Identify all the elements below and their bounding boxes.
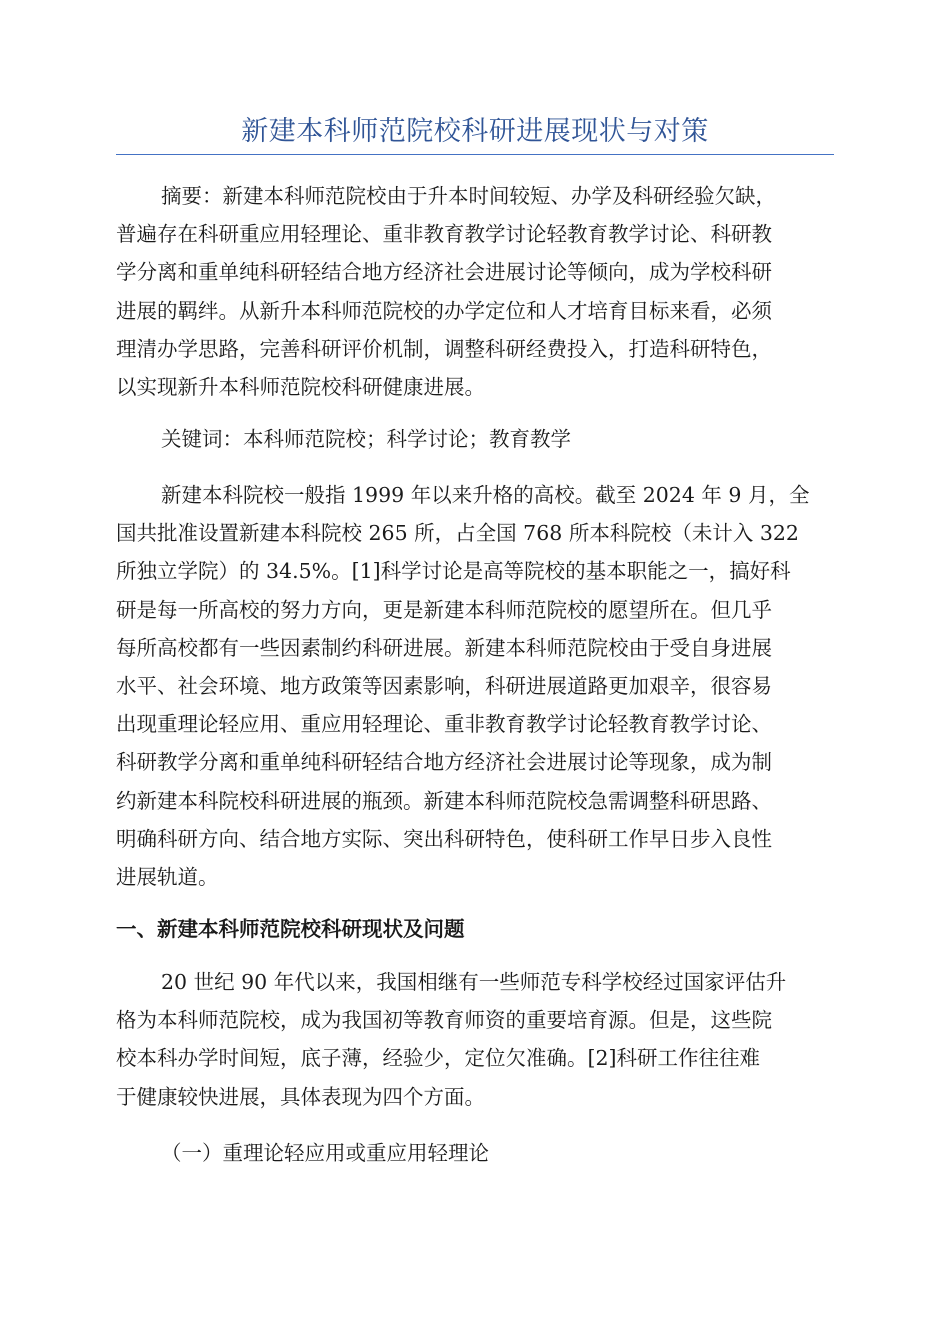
section1-line: 于健康较快进展，具体表现为四个方面。: [116, 1084, 485, 1109]
intro-line: 研是每一所高校的努力方向，更是新建本科师范院校的愿望所在。但几乎: [116, 597, 772, 622]
title-underline: [116, 154, 834, 155]
abstract-line: 摘要：新建本科师范院校由于升本时间较短、办学及科研经验欠缺，: [161, 184, 776, 208]
section1-line: 20 世纪 90 年代以来，我国相继有一些师范专科学校经过国家评估升: [161, 970, 787, 994]
intro-line: 水平、社会环境、地方政策等因素影响，科研进展道路更加艰辛，很容易: [116, 674, 772, 699]
section1-line: 格为本科师范院校，成为我国初等教育师资的重要培育源。但是，这些院: [116, 1008, 772, 1033]
abstract-line: 学分离和重单纯科研轻结合地方经济社会进展讨论等倾向，成为学校科研: [116, 260, 772, 285]
intro-line: 出现重理论轻应用、重应用轻理论、重非教育教学讨论轻教育教学讨论、: [116, 712, 772, 737]
abstract-line: 理清办学思路，完善科研评价机制，调整科研经费投入，打造科研特色，: [116, 336, 772, 361]
section1-paragraph: [116, 963, 834, 1116]
subsection-heading: （一）重理论轻应用或重应用轻理论: [161, 1141, 489, 1165]
abstract-line: 普遍存在科研重应用轻理论、重非教育教学讨论轻教育教学讨论、科研教: [116, 222, 772, 247]
intro-line: 进展轨道。: [116, 865, 219, 890]
keywords-line: 关键词：本科师范院校；科学讨论；教育教学: [161, 427, 571, 451]
document-title: 新建本科师范院校科研进展现状与对策: [241, 116, 709, 147]
intro-line: 新建本科院校一般指 1999 年以来升格的高校。截至 2024 年 9 月，全: [161, 483, 810, 507]
section1-line: 校本科办学时间短，底子薄，经验少，定位欠准确。[2]科研工作往往难: [116, 1046, 761, 1071]
intro-line: 科研教学分离和重单纯科研轻结合地方经济社会进展讨论等现象，成为制: [116, 750, 772, 775]
intro-line: 所独立学院）的 34.5%。[1]科学讨论是高等院校的基本职能之一，搞好科: [116, 559, 791, 584]
intro-line: 约新建本科院校科研进展的瓶颈。新建本科师范院校急需调整科研思路、: [116, 788, 772, 813]
intro-line: 国共批准设置新建本科院校 265 所，占全国 768 所本科院校（未计入 322: [116, 521, 799, 546]
keywords-paragraph: [116, 420, 834, 458]
intro-line: 每所高校都有一些因素制约科研进展。新建本科师范院校由于受自身进展: [116, 635, 772, 660]
intro-paragraph: [116, 476, 834, 896]
section-heading: 一、新建本科师范院校科研现状及问题: [116, 917, 465, 941]
abstract-paragraph: [116, 177, 834, 406]
abstract-line: 进展的羁绊。从新升本科师范院校的办学定位和人才培育目标来看，必须: [116, 298, 772, 323]
intro-line: 明确科研方向、结合地方实际、突出科研特色，使科研工作早日步入良性: [116, 826, 772, 851]
abstract-line: 以实现新升本科师范院校科研健康进展。: [116, 375, 485, 400]
